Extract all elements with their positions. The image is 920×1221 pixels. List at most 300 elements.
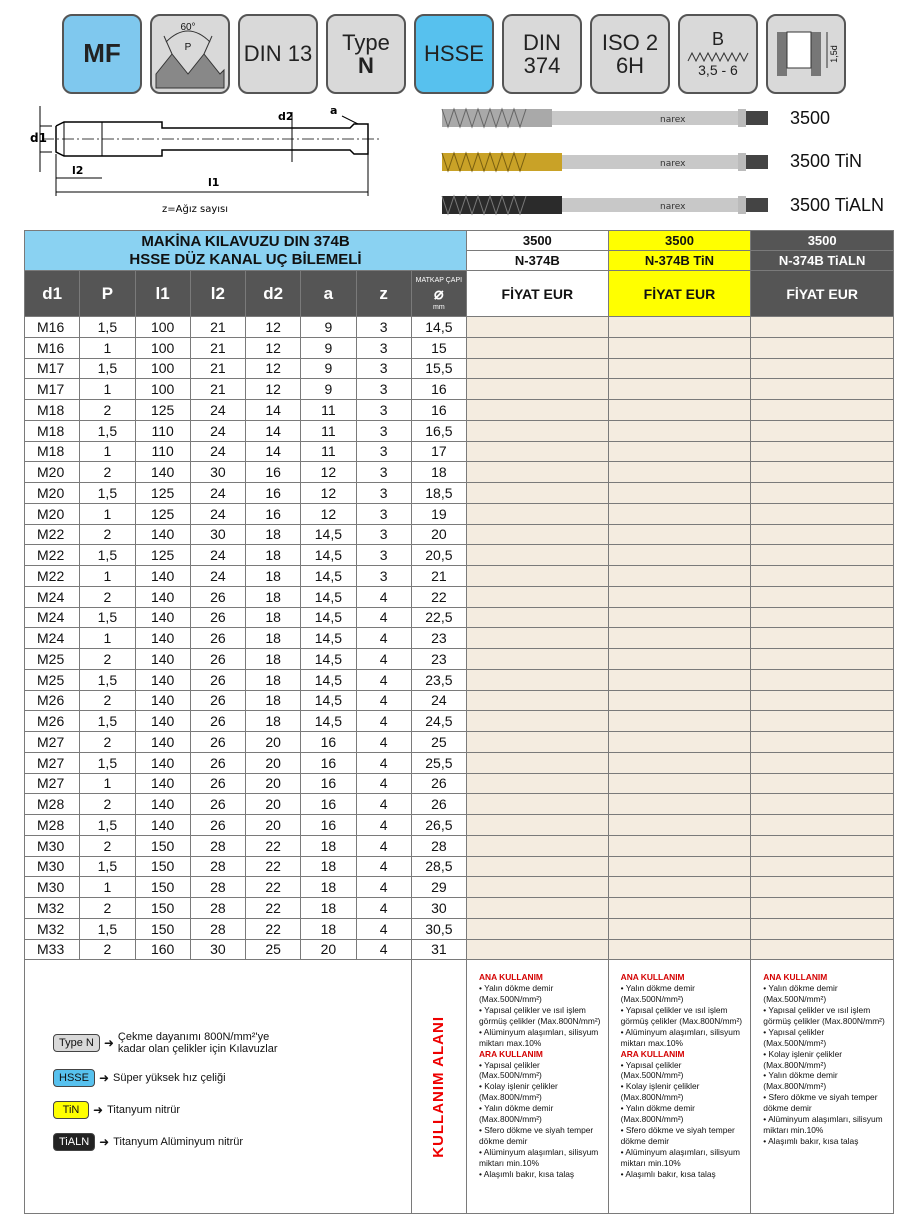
table-cell: 30	[190, 524, 245, 545]
table-cell: 110	[135, 420, 190, 441]
table-cell: 1	[80, 379, 135, 400]
table-cell: 150	[135, 835, 190, 856]
table-cell: 20	[246, 794, 301, 815]
price-cell	[467, 545, 609, 566]
table-cell: 1,5	[80, 711, 135, 732]
table-cell: 20	[246, 732, 301, 753]
table-cell: 125	[135, 483, 190, 504]
price-cell	[467, 835, 609, 856]
table-cell: 20,5	[411, 545, 466, 566]
table-cell: 24	[190, 420, 245, 441]
price-cell	[467, 856, 609, 877]
price-cell	[467, 773, 609, 794]
table-cell: M28	[25, 794, 80, 815]
table-cell: 16,5	[411, 420, 466, 441]
table-cell: 4	[356, 794, 411, 815]
table-cell: 16	[301, 752, 356, 773]
table-row	[25, 939, 894, 960]
table-cell: 2	[80, 400, 135, 421]
table-cell: 20	[246, 815, 301, 836]
din13-icon	[238, 14, 318, 94]
table-cell: 12	[246, 358, 301, 379]
l1-label: l1	[208, 176, 220, 189]
price-cell	[467, 752, 609, 773]
table-cell: 1,5	[80, 483, 135, 504]
legend-item	[53, 1133, 411, 1151]
table-cell: 4	[356, 732, 411, 753]
table-cell: 24	[190, 400, 245, 421]
legend-badge: HSSE	[53, 1069, 95, 1087]
table-cell: 14,5	[301, 628, 356, 649]
table-cell: 3	[356, 503, 411, 524]
table-cell: 14,5	[301, 566, 356, 587]
price-cell	[751, 420, 894, 441]
price-cell	[467, 503, 609, 524]
d2-label: d2	[278, 110, 294, 123]
table-cell: 14,5	[301, 586, 356, 607]
table-cell: 4	[356, 649, 411, 670]
table-cell: 16	[301, 815, 356, 836]
col-header-drill	[411, 271, 466, 317]
table-cell: 14,5	[301, 711, 356, 732]
tool-label-3500-tialn: 3500 TiALN	[790, 195, 885, 215]
table-cell: 30	[190, 939, 245, 960]
mf-label: MF	[83, 38, 121, 69]
table-cell: 140	[135, 711, 190, 732]
table-cell: 3	[356, 545, 411, 566]
price-cell	[467, 711, 609, 732]
table-cell: 18	[246, 586, 301, 607]
table-cell: 18	[246, 711, 301, 732]
table-cell: 150	[135, 877, 190, 898]
table-cell: 26	[190, 649, 245, 670]
product-code-3: 3500	[751, 231, 894, 251]
price-cell	[608, 379, 751, 400]
price-cell	[467, 628, 609, 649]
price-cell	[608, 835, 751, 856]
table-cell: 4	[356, 918, 411, 939]
table-cell: 4	[356, 607, 411, 628]
table-cell: 1,5	[80, 358, 135, 379]
table-cell: 18	[301, 918, 356, 939]
table-cell: 100	[135, 317, 190, 338]
table-cell: M16	[25, 337, 80, 358]
price-cell	[608, 877, 751, 898]
table-row	[25, 607, 894, 628]
price-cell	[608, 337, 751, 358]
table-cell: 2	[80, 586, 135, 607]
price-cell	[608, 524, 751, 545]
table-cell: 16	[411, 379, 466, 400]
table-cell: 24	[190, 503, 245, 524]
table-cell: M25	[25, 649, 80, 670]
iso-line2: 6H	[615, 53, 645, 78]
table-cell: 1	[80, 566, 135, 587]
table-cell: 14	[246, 441, 301, 462]
table-cell: M28	[25, 815, 80, 836]
table-cell: 1	[80, 441, 135, 462]
usage-item: • Yapısal çelikler (Max.500N/mm²)	[479, 1059, 542, 1081]
table-cell: 14,5	[301, 690, 356, 711]
price-cell	[467, 337, 609, 358]
table-cell: 28	[190, 856, 245, 877]
table-cell: 12	[246, 337, 301, 358]
table-cell: 28,5	[411, 856, 466, 877]
table-cell: 150	[135, 918, 190, 939]
table-row	[25, 441, 894, 462]
a-label: a	[330, 104, 338, 117]
table-cell: 150	[135, 856, 190, 877]
price-cell	[467, 669, 609, 690]
table-cell: 18	[246, 607, 301, 628]
table-cell: 26	[190, 628, 245, 649]
table-cell: 1	[80, 877, 135, 898]
usage-item: • Yalın dökme demir (Max.500N/mm²)	[620, 983, 695, 1005]
table-row	[25, 317, 894, 338]
table-cell: M32	[25, 918, 80, 939]
usage-item: • Alüminyum alaşımları, silisyum miktarı max.10%	[479, 1026, 599, 1048]
price-cell	[608, 317, 751, 338]
price-cell	[608, 939, 751, 960]
table-cell: 18,5	[411, 483, 466, 504]
table-row	[25, 918, 894, 939]
table-cell: 22	[246, 835, 301, 856]
table-cell: 1	[80, 503, 135, 524]
table-cell: M16	[25, 317, 80, 338]
table-row	[25, 856, 894, 877]
table-cell: M32	[25, 898, 80, 919]
table-cell: 26	[190, 794, 245, 815]
price-header-3: FİYAT EUR	[751, 271, 894, 317]
table-cell: 28	[411, 835, 466, 856]
hsse-label: HSSE	[424, 41, 484, 67]
price-cell	[467, 898, 609, 919]
table-cell: 22	[246, 898, 301, 919]
table-cell: 19	[411, 503, 466, 524]
price-cell	[751, 732, 894, 753]
price-cell	[467, 918, 609, 939]
table-cell: 4	[356, 690, 411, 711]
usage-col-1	[467, 960, 609, 1214]
price-cell	[751, 690, 894, 711]
table-cell: 140	[135, 628, 190, 649]
table-cell: 4	[356, 628, 411, 649]
table-body	[25, 317, 894, 960]
brand-label: narex	[660, 115, 686, 125]
table-cell: M18	[25, 400, 80, 421]
table-cell: 9	[301, 317, 356, 338]
legend	[25, 960, 412, 1214]
table-cell: 125	[135, 545, 190, 566]
table-cell: 24	[190, 545, 245, 566]
usage-item: • Alüminyum alaşımları, silisyum miktarı min.10%	[620, 1146, 740, 1168]
table-cell: 4	[356, 815, 411, 836]
table-cell: M26	[25, 690, 80, 711]
price-cell	[608, 856, 751, 877]
usage-item: • Yapısal çelikler (Max.500N/mm²)	[620, 1059, 684, 1081]
table-cell: M20	[25, 503, 80, 524]
table-cell: M27	[25, 732, 80, 753]
table-cell: 26	[190, 732, 245, 753]
table-cell: 16	[301, 773, 356, 794]
table-cell: 2	[80, 898, 135, 919]
table-cell: 100	[135, 379, 190, 400]
table-cell: 140	[135, 815, 190, 836]
table-row	[25, 711, 894, 732]
price-header-2: FİYAT EUR	[608, 271, 751, 317]
usage-item: • Kolay işlenir çelikler (Max.800N/mm²)	[763, 1048, 843, 1070]
price-cell	[608, 711, 751, 732]
table-cell: M24	[25, 607, 80, 628]
price-cell	[467, 379, 609, 400]
table-row	[25, 877, 894, 898]
usage-item: • Alüminyum alaşımları, silisyum miktarı min.10%	[479, 1146, 599, 1168]
table-row	[25, 483, 894, 504]
table-cell: 23	[411, 628, 466, 649]
tool-image-3500-tialn	[440, 191, 770, 219]
table-cell: 21	[190, 379, 245, 400]
price-cell	[608, 420, 751, 441]
table-cell: M27	[25, 773, 80, 794]
table-cell: 140	[135, 773, 190, 794]
table-cell: 12	[246, 317, 301, 338]
table-cell: M17	[25, 358, 80, 379]
table-cell: M24	[25, 628, 80, 649]
price-cell	[467, 690, 609, 711]
table-cell: 1,5	[80, 752, 135, 773]
table-cell: 22	[246, 856, 301, 877]
price-cell	[751, 856, 894, 877]
table-row	[25, 358, 894, 379]
type-n-icon	[326, 14, 406, 94]
din13-label: DIN 13	[243, 41, 313, 67]
table-cell: 22	[411, 586, 466, 607]
table-cell: M26	[25, 711, 80, 732]
hsse-icon	[414, 14, 494, 94]
table-cell: M25	[25, 669, 80, 690]
table-row	[25, 379, 894, 400]
table-cell: 2	[80, 690, 135, 711]
table-cell: 4	[356, 773, 411, 794]
table-cell: 26	[190, 773, 245, 794]
col-header-a: a	[301, 271, 356, 317]
usage-item: • Yalın dökme demir (Max.800N/mm²)	[620, 1103, 695, 1125]
table-cell: 2	[80, 462, 135, 483]
table-cell: M33	[25, 939, 80, 960]
table-cell: 1,5	[80, 545, 135, 566]
table-cell: 140	[135, 607, 190, 628]
table-cell: 11	[301, 400, 356, 421]
table-cell: 1,5	[80, 607, 135, 628]
table-cell: 1,5	[80, 317, 135, 338]
type-letter: N	[358, 53, 374, 78]
price-cell	[751, 794, 894, 815]
table-cell: M20	[25, 483, 80, 504]
legend-badge: Type N	[53, 1034, 100, 1052]
table-cell: 20	[411, 524, 466, 545]
table-cell: 4	[356, 835, 411, 856]
form-range: 3,5 - 6	[698, 62, 738, 79]
table-cell: 3	[356, 462, 411, 483]
table-cell: 14,5	[301, 669, 356, 690]
table-cell: 26	[190, 711, 245, 732]
table-row	[25, 815, 894, 836]
table-row	[25, 524, 894, 545]
table-row	[25, 420, 894, 441]
table-cell: 14,5	[301, 649, 356, 670]
legend-item	[53, 1069, 411, 1087]
table-row	[25, 628, 894, 649]
table-cell: 11	[301, 441, 356, 462]
legend-text: Süper yüksek hız çeliği	[113, 1071, 226, 1084]
table-cell: 140	[135, 462, 190, 483]
price-cell	[467, 420, 609, 441]
table-cell: 28	[190, 835, 245, 856]
price-cell	[751, 379, 894, 400]
price-cell	[751, 918, 894, 939]
type-word: Type	[342, 29, 390, 55]
table-cell: 4	[356, 669, 411, 690]
price-cell	[751, 898, 894, 919]
usage-heading: ANA KULLANIM	[620, 972, 685, 983]
price-cell	[467, 441, 609, 462]
tool-image-3500	[440, 104, 770, 132]
table-cell: 2	[80, 794, 135, 815]
table-cell: M22	[25, 524, 80, 545]
table-cell: 18	[246, 628, 301, 649]
usage-item: • Yapısal çelikler ve ısıl işlem görmüş çelikler (Max.800N/mm²)	[763, 1004, 885, 1026]
price-cell	[751, 586, 894, 607]
table-cell: 2	[80, 649, 135, 670]
table-cell: 15	[411, 337, 466, 358]
table-cell: 12	[246, 379, 301, 400]
table-cell: 28	[190, 918, 245, 939]
angle-label: 60°	[180, 22, 196, 33]
table-row	[25, 566, 894, 587]
arrow-icon: ➜	[103, 1035, 114, 1050]
table-cell: 30	[411, 898, 466, 919]
price-cell	[608, 649, 751, 670]
table-cell: 24	[190, 483, 245, 504]
col-header-l1: l1	[135, 271, 190, 317]
product-name-3: N-374B TiALN	[751, 251, 894, 271]
usage-item: • Alaşımlı bakır, kısa talaş	[620, 1168, 716, 1179]
depth-icon	[766, 14, 846, 94]
usage-item: • Alüminyum alaşımları, silisyum miktarı max.10%	[620, 1026, 740, 1048]
price-cell	[751, 400, 894, 421]
product-table	[24, 230, 894, 1214]
price-cell	[751, 835, 894, 856]
price-cell	[467, 566, 609, 587]
table-cell: 1,5	[80, 856, 135, 877]
table-cell: 16	[301, 732, 356, 753]
table-cell: 3	[356, 524, 411, 545]
table-cell: 18	[411, 462, 466, 483]
din374-icon	[502, 14, 582, 94]
pitch-label: P	[184, 42, 192, 53]
table-title	[25, 231, 467, 271]
table-cell: 3	[356, 441, 411, 462]
table-cell: 24	[411, 690, 466, 711]
product-code-1: 3500	[467, 231, 609, 251]
table-cell: 25	[411, 732, 466, 753]
table-cell: 30,5	[411, 918, 466, 939]
table-cell: 140	[135, 586, 190, 607]
price-cell	[467, 732, 609, 753]
usage-title-cell	[411, 960, 466, 1214]
price-cell	[467, 939, 609, 960]
price-cell	[751, 669, 894, 690]
tap-drawing	[12, 100, 412, 224]
price-cell	[751, 545, 894, 566]
table-cell: 2	[80, 524, 135, 545]
table-cell: 17	[411, 441, 466, 462]
table-cell: 12	[301, 503, 356, 524]
table-cell: 12	[301, 483, 356, 504]
table-row	[25, 337, 894, 358]
table-cell: 18	[301, 835, 356, 856]
table-cell: 14	[246, 420, 301, 441]
table-cell: 20	[246, 752, 301, 773]
table-cell: 4	[356, 752, 411, 773]
table-cell: 4	[356, 586, 411, 607]
thread-profile-drawing	[152, 16, 228, 92]
table-cell: 125	[135, 400, 190, 421]
price-cell	[751, 566, 894, 587]
table-row	[25, 503, 894, 524]
table-row	[25, 690, 894, 711]
price-cell	[751, 483, 894, 504]
table-cell: 140	[135, 732, 190, 753]
table-cell: 16	[246, 503, 301, 524]
price-cell	[751, 358, 894, 379]
table-cell: 28	[190, 877, 245, 898]
price-cell	[467, 317, 609, 338]
table-row	[25, 794, 894, 815]
col-header-z: z	[356, 271, 411, 317]
price-cell	[467, 794, 609, 815]
brand-label: narex	[660, 159, 686, 169]
price-cell	[751, 711, 894, 732]
table-cell: 31	[411, 939, 466, 960]
table-cell: 18	[246, 524, 301, 545]
table-title-line1: MAKİNA KILAVUZU DIN 374B	[141, 232, 350, 250]
price-cell	[751, 649, 894, 670]
legend-text: Titanyum Alüminyum nitrür	[113, 1135, 244, 1148]
table-cell: 110	[135, 441, 190, 462]
legend-text: Çekme dayanımı 800N/mm²'ye kadar olan çelikler için Kılavuzlar	[117, 1030, 278, 1055]
tap-image-tialn	[440, 192, 770, 218]
table-cell: 26	[190, 669, 245, 690]
table-cell: 26,5	[411, 815, 466, 836]
usage-heading: ARA KULLANIM	[620, 1048, 685, 1059]
price-cell	[467, 607, 609, 628]
table-cell: 2	[80, 835, 135, 856]
table-cell: 21	[190, 358, 245, 379]
price-cell	[751, 524, 894, 545]
table-cell: 100	[135, 358, 190, 379]
price-cell	[608, 732, 751, 753]
product-code-2: 3500	[608, 231, 751, 251]
table-cell: 26	[190, 752, 245, 773]
table-cell: M20	[25, 462, 80, 483]
table-cell: 16	[301, 794, 356, 815]
table-cell: 140	[135, 690, 190, 711]
table-cell: 140	[135, 524, 190, 545]
usage-heading: ARA KULLANIM	[479, 1048, 543, 1059]
iso-icon	[590, 14, 670, 94]
table-cell: 3	[356, 483, 411, 504]
